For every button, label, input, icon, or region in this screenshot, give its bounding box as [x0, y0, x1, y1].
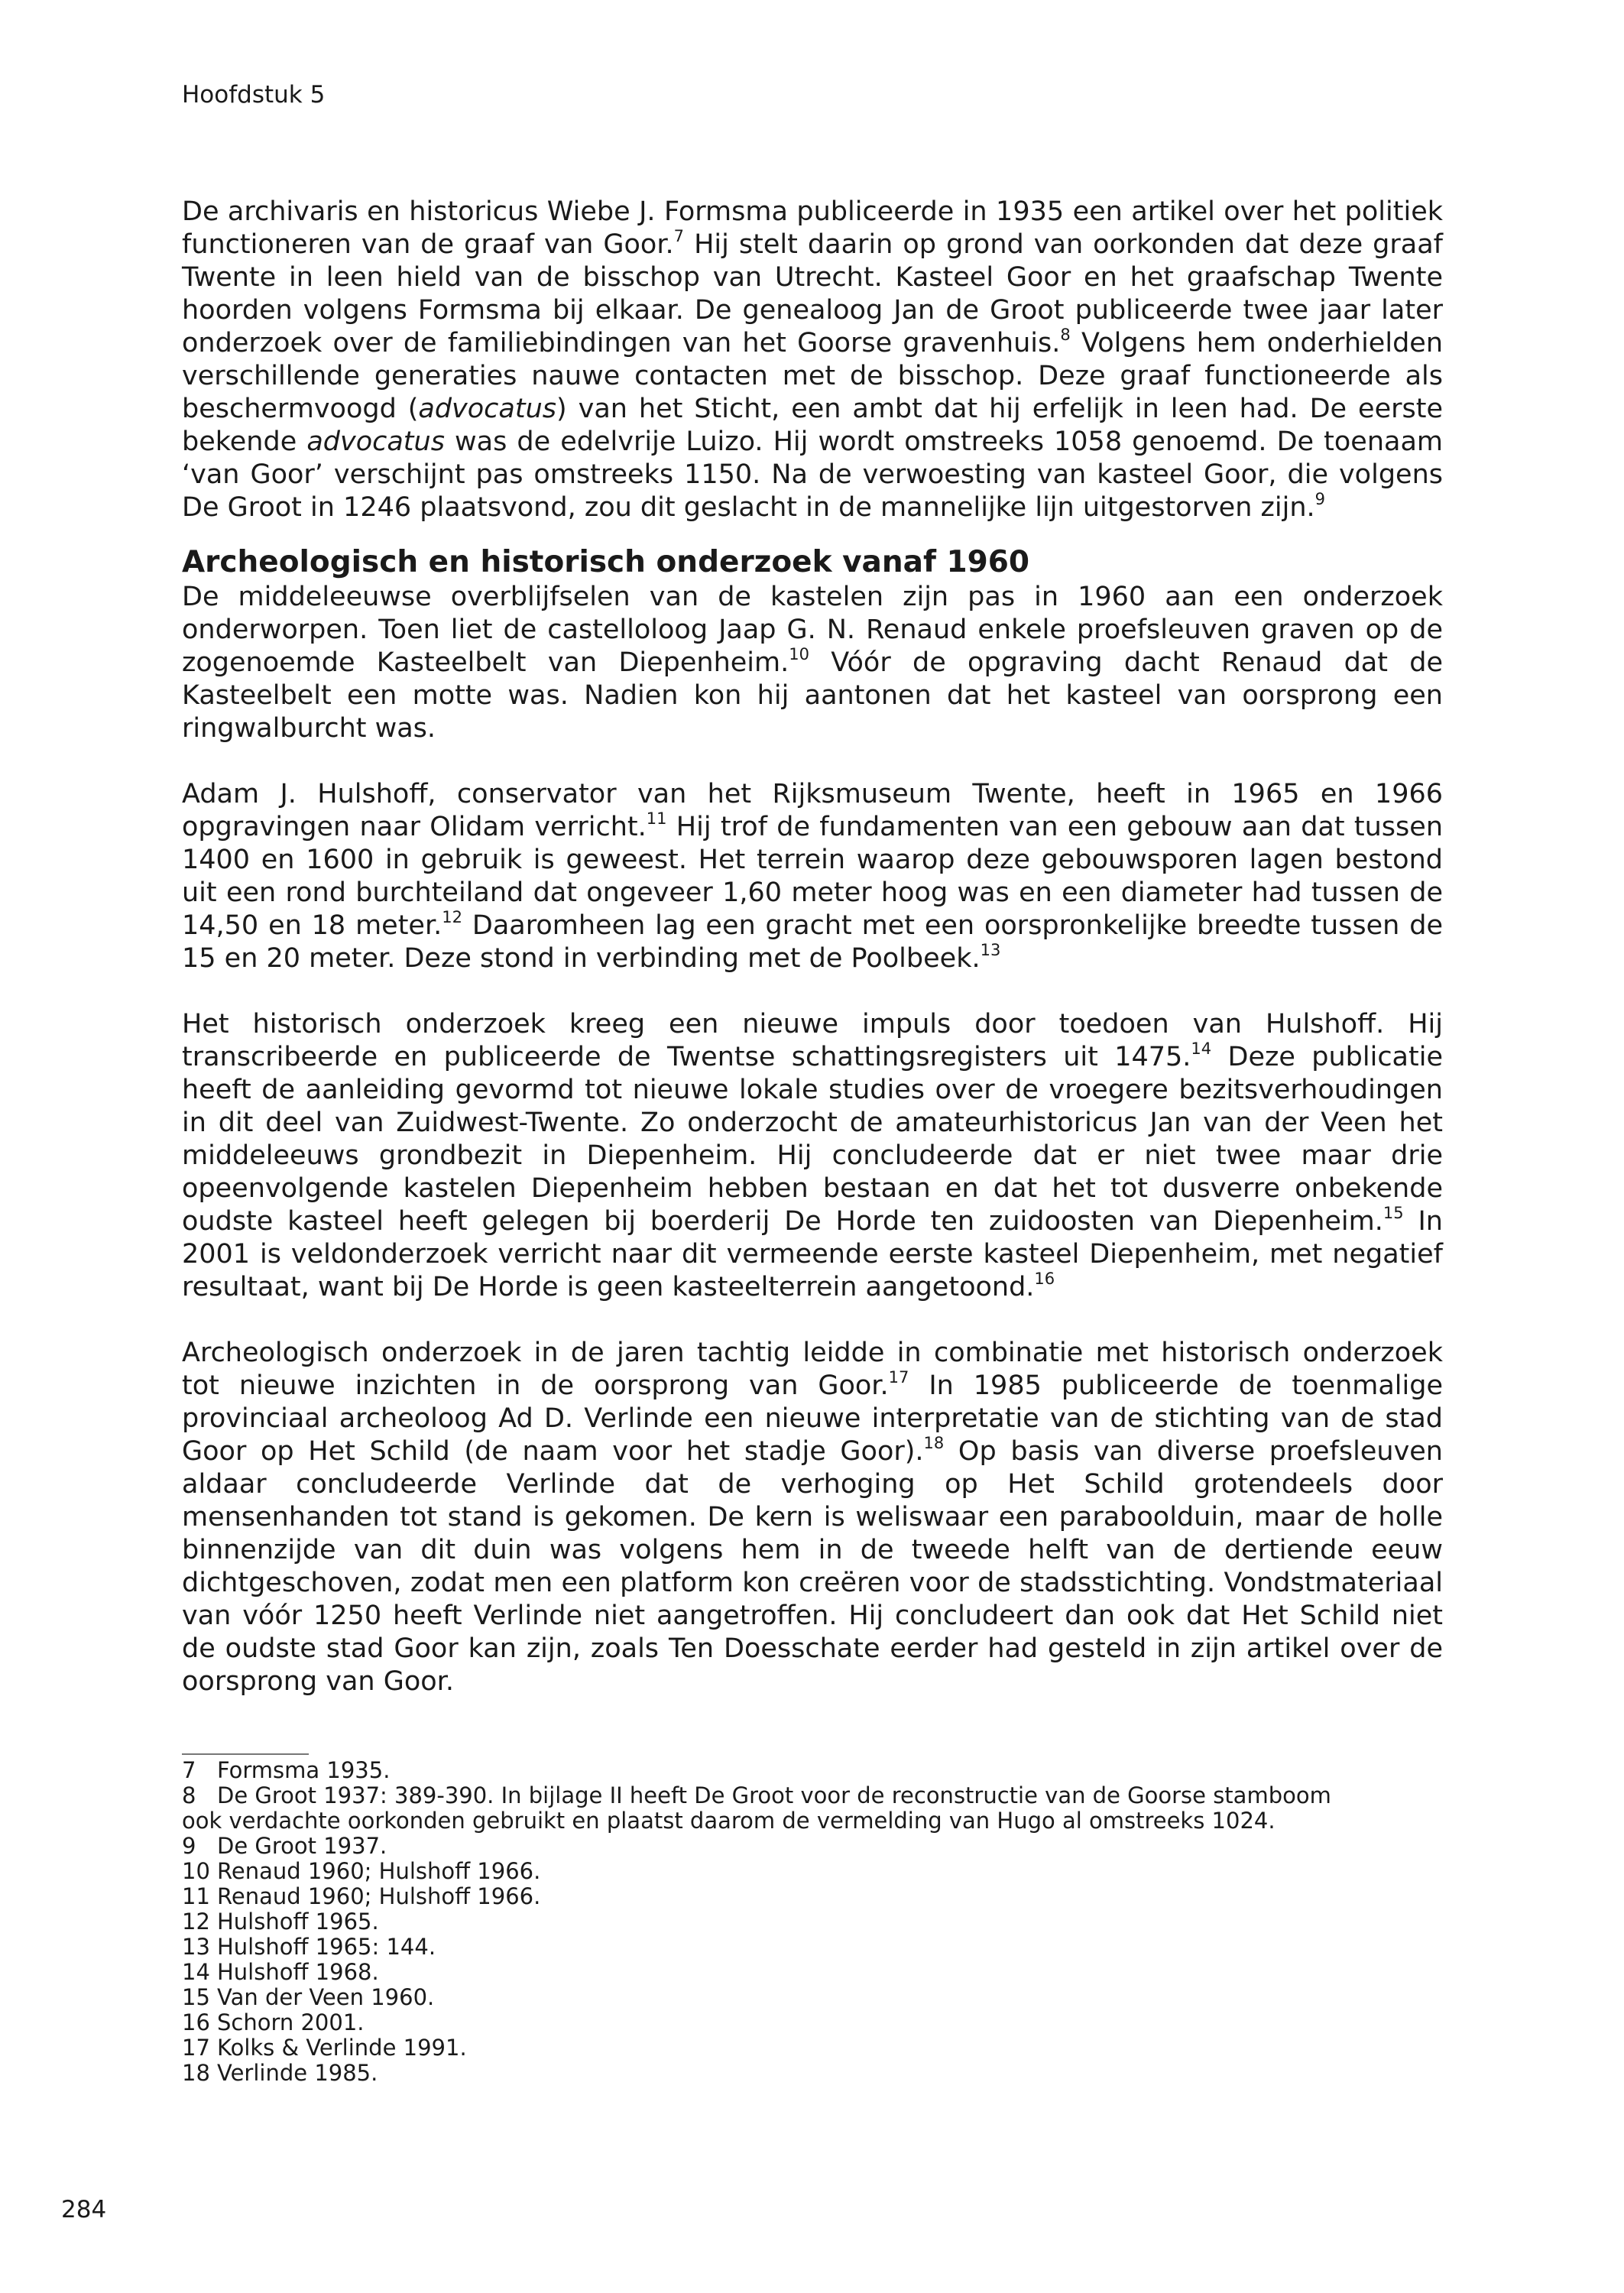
- paragraph-historisch: [182, 1008, 1443, 1304]
- footnote-text: Verlinde 1985.: [217, 2060, 378, 2086]
- footnote-text: De Groot 1937: 389-390. In bijlage II heeft De Groot voor de reconstructie van de Goorse stamboom: [217, 1782, 1331, 1808]
- footnote-item: [182, 2010, 1443, 2035]
- section-heading: Archeologisch en historisch onderzoek vanaf 1960: [182, 545, 1030, 579]
- text-run: ) van het Sticht, een ambt dat hij erfelijk in leen had. De eerste bekende: [182, 394, 1443, 457]
- footnote-item: [182, 1884, 1443, 1909]
- paragraph-formsma: [182, 196, 1443, 524]
- footnote-number: 8: [182, 1782, 196, 1808]
- footnote-divider: [182, 1753, 309, 1755]
- text-run: De archivaris en historicus Wiebe J. Formsma publiceerde in 1935 een artikel over het politiek functioneren van de graaf van Goor.: [182, 196, 1443, 260]
- footnote-ref[interactable]: 12: [442, 908, 462, 926]
- text-run: Daaromheen lag een gracht met een oorspronkelijke breedte tussen de 15 en 20 meter. Deze stond in verbinding met de Poolbeek.: [182, 910, 1443, 974]
- footnote-ref[interactable]: 11: [646, 809, 667, 828]
- footnote-number: 16: [182, 2009, 210, 2035]
- text-run: De middeleeuwse overblijfselen van de kastelen zijn pas in 1960 aan een onderzoek onderworpen. Toen liet de castelloloog Jaap G. N. Renaud enkele proefsleuven graven op de zogenoemde Kasteelbelt van Diepenheim.: [182, 582, 1443, 678]
- footnote-number: 12: [182, 1909, 210, 1935]
- text-run: Deze publicatie heeft de aanleiding gevormd tot nieuwe lokale studies over de vroegere bezitsverhoudingen in dit deel van Zuidwest-Twente. Zo onderzocht de amateurhistoricus Jan van der Veen het middeleeuws grondbezit in Diepenheim. Hij concludeerde dat er niet twee maar drie opeenvolgende kastelen Diepenheim hebben bestaan en dat het tot dusverre onbekende oudste kasteel heeft gelegen bij boerderij De Horde ten zuidoosten van Diepenheim.: [182, 1042, 1443, 1237]
- footnote-ref[interactable]: 14: [1191, 1039, 1212, 1058]
- footnote-ref[interactable]: 18: [923, 1434, 945, 1452]
- footnote-ref[interactable]: 13: [980, 941, 1001, 959]
- footnote-ref[interactable]: 9: [1314, 490, 1326, 508]
- footnote-number: 7: [182, 1757, 196, 1783]
- footnote-number: 10: [182, 1858, 210, 1884]
- footnote-item: [182, 1985, 1443, 2010]
- footnote-text: Hulshoff 1968.: [217, 1959, 379, 1985]
- italic-term: advocatus: [306, 426, 445, 457]
- text-run: In 2001 is veldonderzoek verricht naar dit vermeende eerste kasteel Diepenheim, met negatief resultaat, want bij De Horde is geen kasteelterrein aangetoond.: [182, 1206, 1443, 1302]
- footnote-number: 13: [182, 1934, 210, 1960]
- text-run: was de edelvrije Luizo. Hij wordt omstreeks 1058 genoemd. De toenaam ‘van Goor’ verschijnt pas omstreeks 1150. Na de verwoesting van kasteel Goor, die volgens De Groot in 1246 plaatsvond, zou dit geslacht in de mannelijke lijn uitgestorven zijn.: [182, 426, 1443, 523]
- page-number: 284: [61, 2196, 107, 2223]
- footnote-text: Kolks & Verlinde 1991.: [217, 2035, 467, 2061]
- footnote-continuation: ook verdachte oorkonden gebruikt en plaatst daarom de vermelding van Hugo al omstreeks 1024.: [182, 1808, 1276, 1834]
- footnote-number: 17: [182, 2035, 210, 2061]
- footnote-item: [182, 1960, 1443, 1985]
- footnote-text: Schorn 2001.: [217, 2009, 365, 2035]
- text-run: In 1985 publiceerde de toenmalige provinciaal archeoloog Ad D. Verlinde een nieuwe interpretatie van de stichting van de stad Goor op Het Schild (de naam voor het stadje Goor).: [182, 1370, 1443, 1467]
- footnote-item: [182, 1935, 1443, 1960]
- text-run: Hij stelt daarin op grond van oorkonden dat deze graaf Twente in leen hield van de bisschop van Utrecht. Kasteel Goor en het graafschap Twente hoorden volgens Formsma bij elkaar. De genealoog Jan de Groot publiceerde twee jaar later onderzoek over de familiebindingen van het Goorse gravenhuis.: [182, 229, 1443, 358]
- text-run: Volgens hem onderhielden verschillende generaties nauwe contacten met de bisschop. Deze graaf functioneerde als beschermvoogd (: [182, 328, 1444, 424]
- paragraph-hulshoff: [182, 778, 1443, 975]
- footnote-ref[interactable]: 8: [1060, 326, 1071, 344]
- footnote-text: Renaud 1960; Hulshoff 1966.: [217, 1883, 541, 1909]
- paragraph-renaud: [182, 581, 1443, 745]
- text-run: Archeologisch onderzoek in de jaren tachtig leidde in combinatie met historisch onderzoek tot nieuwe inzichten in de oorsprong van Goor.: [182, 1338, 1443, 1401]
- footnote-item: [182, 1783, 1443, 1808]
- footnote-text: Hulshoff 1965: 144.: [217, 1934, 436, 1960]
- footnote-text: Formsma 1935.: [217, 1757, 391, 1783]
- footnote-item: [182, 2035, 1443, 2061]
- footnote-ref[interactable]: 16: [1034, 1270, 1055, 1288]
- footnote-text: Renaud 1960; Hulshoff 1966.: [217, 1858, 541, 1884]
- footnote-number: 18: [182, 2060, 210, 2086]
- footnote-text: Van der Veen 1960.: [217, 1984, 435, 2010]
- text-run: Het historisch onderzoek kreeg een nieuwe impuls door toedoen van Hulshoff. Hij transcribeerde en publiceerde de Twentse schattingsregisters uit 1475.: [182, 1009, 1443, 1072]
- running-header: Hoofdstuk 5: [182, 81, 326, 109]
- footnote-number: 15: [182, 1984, 210, 2010]
- footnote-item: [182, 2061, 1443, 2086]
- footnote-item: [182, 1834, 1443, 1859]
- footnote-ref[interactable]: 7: [673, 227, 685, 245]
- footnote-number: 14: [182, 1959, 210, 1985]
- footnote-text: De Groot 1937.: [217, 1833, 387, 1859]
- footnote-ref[interactable]: 10: [789, 645, 809, 663]
- footnote-item: [182, 1758, 1443, 1783]
- text-run: Op basis van diverse proefsleuven aldaar concludeerde Verlinde dat de verhoging op Het Schild grotendeels door mensenhanden tot stand is gekomen. De kern is weliswaar een paraboolduin, maar de holle binnenzijde van dit duin was volgens hem in de tweede helft van de dertiende eeuw dichtgeschoven, zodat men een platform kon creëren voor de stadsstichting. Vondstmateriaal van vóór 1250 heeft Verlinde niet aangetroffen. Hij concludeert dan ook dat Het Schild niet de oudste stad Goor kan zijn, zoals Ten Doesschate eerder had gesteld in zijn artikel over de oorsprong van Goor.: [182, 1436, 1443, 1697]
- footnote-number: 11: [182, 1883, 210, 1909]
- body-text: [182, 196, 1443, 1698]
- footnote-ref[interactable]: 17: [888, 1368, 909, 1387]
- italic-term: advocatus: [418, 394, 557, 424]
- footnote-ref[interactable]: 15: [1383, 1204, 1404, 1222]
- text-run: Adam J. Hulshoff, conservator van het Rijksmuseum Twente, heeft in 1965 en 1966 opgravingen naar Olidam verricht.: [182, 779, 1443, 842]
- footnotes: [182, 1758, 1443, 2086]
- text-run: Vóór de opgraving dacht Renaud dat de Kasteelbelt een motte was. Nadien kon hij aantonen dat het kasteel van oorsprong een ringwalburcht was.: [182, 647, 1444, 744]
- footnote-item: [182, 1859, 1443, 1884]
- footnote-number: 9: [182, 1833, 196, 1859]
- footnote-text: Hulshoff 1965.: [217, 1909, 379, 1935]
- footnote-item: [182, 1909, 1443, 1935]
- text-run: Hij trof de fundamenten van een gebouw aan dat tussen 1400 en 1600 in gebruik is geweest. Het terrein waarop deze gebouwsporen lagen bestond uit een rond burchteiland dat ongeveer 1,60 meter hoog was en een diameter had tussen de 14,50 en 18 meter.: [182, 812, 1443, 941]
- paragraph-archeologisch: [182, 1337, 1443, 1698]
